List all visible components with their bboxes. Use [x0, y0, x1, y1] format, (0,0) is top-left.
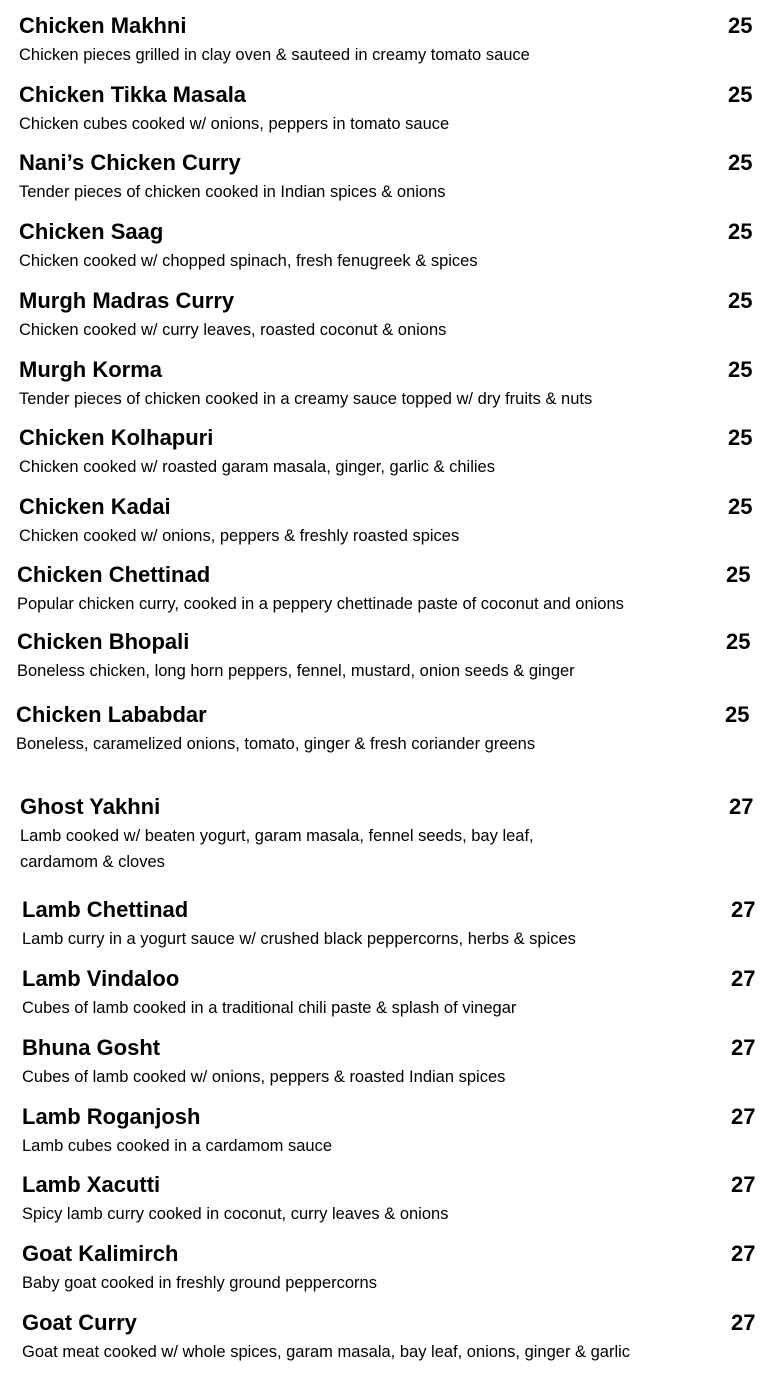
- menu-item-description-line-2: cardamom & cloves: [20, 853, 165, 871]
- menu-item-description: Chicken cooked w/ roasted garam masala, ginger, garlic & chilies: [19, 458, 495, 476]
- menu-item-description: Cubes of lamb cooked w/ onions, peppers & roasted Indian spices: [22, 1068, 506, 1086]
- menu-item-name: Goat Curry: [22, 1310, 137, 1335]
- menu-item-description: Chicken pieces grilled in clay oven & sauteed in creamy tomato sauce: [19, 46, 530, 64]
- menu-item-description: Spicy lamb curry cooked in coconut, curry leaves & onions: [22, 1205, 449, 1223]
- menu-item-price: 25: [728, 219, 753, 244]
- menu-item-price: 27: [731, 1310, 756, 1335]
- menu-item-price: 25: [728, 13, 753, 38]
- menu-item-description: Chicken cubes cooked w/ onions, peppers in tomato sauce: [19, 115, 450, 133]
- menu-item-name: Lamb Xacutti: [22, 1172, 161, 1197]
- menu-item-name: Chicken Bhopali: [17, 629, 190, 654]
- menu-item-name: Lamb Chettinad: [22, 897, 189, 922]
- menu-item-price: 27: [731, 897, 756, 922]
- menu-item-price: 25: [728, 82, 753, 107]
- menu-item-name: Ghost Yakhni: [20, 794, 161, 819]
- menu-item-name: Goat Kalimirch: [22, 1241, 179, 1266]
- menu-item-price: 25: [728, 425, 753, 450]
- menu-item-name: Chicken Chettinad: [17, 562, 211, 587]
- menu-item-description: Boneless chicken, long horn peppers, fennel, mustard, onion seeds & ginger: [17, 662, 575, 680]
- menu-item-name: Chicken Tikka Masala: [19, 82, 247, 107]
- menu-item-description: Lamb cubes cooked in a cardamom sauce: [22, 1137, 333, 1155]
- menu-item-price: 27: [731, 1104, 756, 1129]
- menu-item-name: Chicken Saag: [19, 219, 164, 244]
- menu-item-name: Bhuna Gosht: [22, 1035, 161, 1060]
- menu-item-description: Lamb curry in a yogurt sauce w/ crushed black peppercorns, herbs & spices: [22, 930, 576, 948]
- menu-item-name: Lamb Vindaloo: [22, 966, 180, 991]
- menu-item-price: 25: [725, 702, 750, 727]
- menu-item-description: Chicken cooked w/ chopped spinach, fresh fenugreek & spices: [19, 252, 478, 270]
- menu-item-name: Nani’s Chicken Curry: [19, 150, 241, 175]
- menu-item-description: Boneless, caramelized onions, tomato, ginger & fresh coriander greens: [16, 735, 536, 753]
- menu-item-price: 25: [728, 150, 753, 175]
- menu-item-description: Chicken cooked w/ onions, peppers & freshly roasted spices: [19, 527, 460, 545]
- menu-item-price: 27: [731, 966, 756, 991]
- menu-item-description: Chicken cooked w/ curry leaves, roasted coconut & onions: [19, 321, 447, 339]
- menu-item-name: Chicken Lababdar: [16, 702, 207, 727]
- menu-item-name: Chicken Makhni: [19, 13, 187, 38]
- menu-item-name: Murgh Korma: [19, 357, 162, 382]
- menu-item-name: Chicken Kadai: [19, 494, 171, 519]
- menu-item-description: Goat meat cooked w/ whole spices, garam masala, bay leaf, onions, ginger & garlic: [22, 1343, 631, 1361]
- menu-item-description: Popular chicken curry, cooked in a peppery chettinade paste of coconut and onions: [17, 595, 624, 613]
- menu-item-description: Tender pieces of chicken cooked in a creamy sauce topped w/ dry fruits & nuts: [19, 390, 593, 408]
- menu-item-price: 25: [726, 562, 751, 587]
- menu-item-price: 25: [728, 357, 753, 382]
- menu-item-name: Lamb Roganjosh: [22, 1104, 201, 1129]
- menu-item-price: 27: [731, 1035, 756, 1060]
- menu-item-price: 25: [726, 629, 751, 654]
- menu-item-description: Tender pieces of chicken cooked in Indian spices & onions: [19, 183, 446, 201]
- menu-item-price: 27: [729, 794, 754, 819]
- menu-item-name: Murgh Madras Curry: [19, 288, 235, 313]
- menu-item-price: 25: [728, 494, 753, 519]
- menu-item-name: Chicken Kolhapuri: [19, 425, 214, 450]
- menu-item-price: 25: [728, 288, 753, 313]
- menu-item-description: Cubes of lamb cooked in a traditional chili paste & splash of vinegar: [22, 999, 517, 1017]
- menu-item-description: Baby goat cooked in freshly ground peppercorns: [22, 1274, 377, 1292]
- menu-item-description: Lamb cooked w/ beaten yogurt, garam masala, fennel seeds, bay leaf,: [20, 827, 534, 845]
- menu-item-price: 27: [731, 1172, 756, 1197]
- menu-item-price: 27: [731, 1241, 756, 1266]
